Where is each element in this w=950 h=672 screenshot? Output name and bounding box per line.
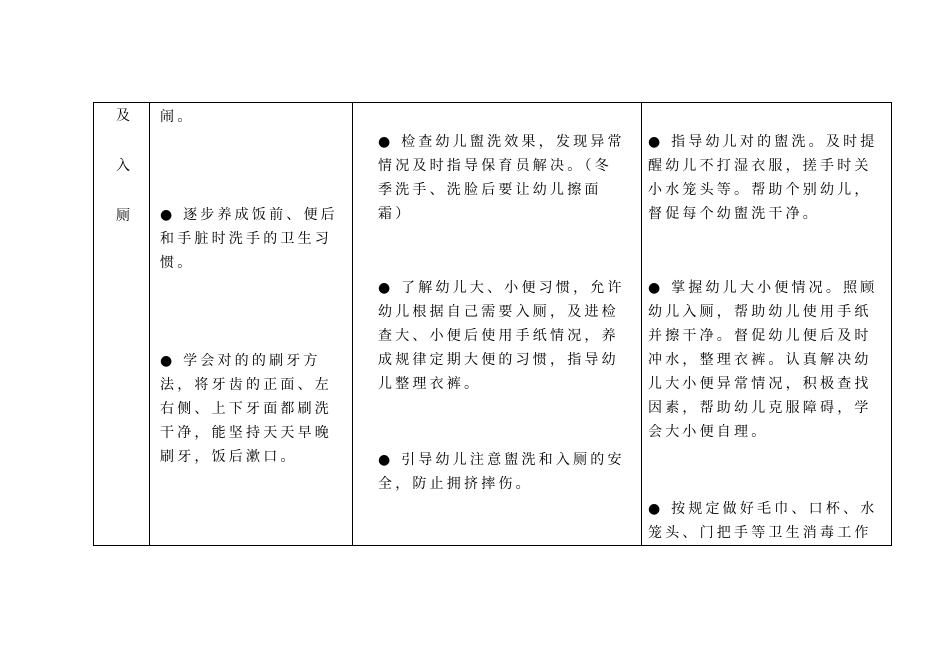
goal-paragraph-toothbrushing: ● 学会对的的刷牙方 法，将牙齿的正面、左 右侧、上下牙面都刷洗 干净，能坚持天天早晚 刷牙，饭后漱口。	[160, 353, 332, 465]
caregiver-paragraph-disinfection: ● 按规定做好毛巾、口杯、水 笼头、门把手等卫生消毒工作	[648, 501, 878, 541]
column-divider-2	[352, 103, 353, 545]
column-divider-1	[149, 103, 150, 545]
activity-label-char-1: 及	[116, 108, 130, 124]
caregiver-paragraph-toilet: ● 掌握幼儿大小便情况。照顾 幼儿入厕，帮助幼儿使用手纸 并擦干净。督促幼儿便后及时 冲水，整理衣裤。认真解决幼 儿大小便异常情况，积极查找 因素，帮助幼儿克服障碍，学 会大小便自理。	[648, 280, 878, 440]
caregiver-paragraph-washing: ● 指导幼儿对的盥洗。及时提 醒幼儿不打湿衣服，搓手时关 小水笼头等。帮助个别幼儿， 督促每个幼盥洗干净。	[648, 134, 878, 222]
teacher-paragraph-washing: ● 检查幼儿盥洗效果，发现异常 情况及时指导保育员解决。（冬 季洗手、洗脸后要让幼儿擦面 霜）	[378, 134, 625, 222]
goal-paragraph-0: 闹。	[160, 109, 195, 125]
activity-label-char-2: 入	[116, 158, 130, 174]
schedule-table	[93, 102, 892, 546]
goal-paragraph-handwashing: ● 逐步养成饭前、便后 和手脏时洗手的卫生习 惯。	[160, 207, 338, 271]
activity-label-char-3: 厕	[116, 208, 130, 224]
teacher-paragraph-toilet: ● 了解幼儿大、小便习惯，允许 幼儿根据自己需要入厕，及进检 查大、小便后使用手纸情况，养 成规律定期大便的习惯，指导幼 儿整理衣裤。	[378, 280, 625, 392]
column-divider-3	[641, 103, 642, 545]
teacher-paragraph-safety: ● 引导幼儿注意盥洗和入厕的安 全，防止拥挤摔伤。	[378, 452, 625, 492]
